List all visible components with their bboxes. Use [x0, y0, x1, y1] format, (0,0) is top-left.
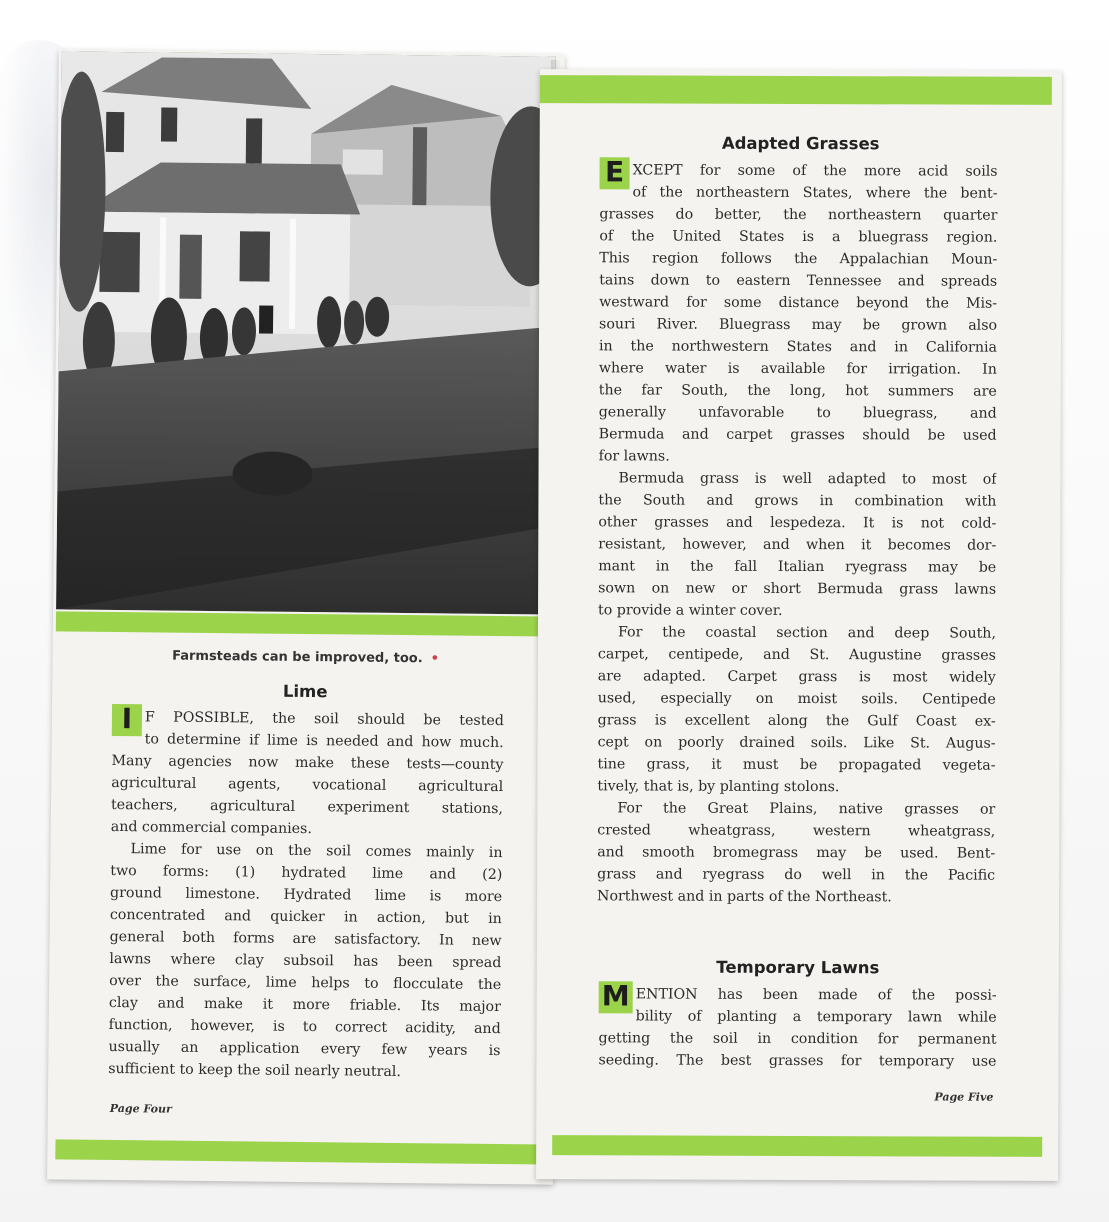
- text-line: westward for some distance beyond the Mis-: [599, 294, 998, 312]
- page-four: [47, 49, 565, 1184]
- text-line: usually an application every few years is: [108, 1038, 501, 1060]
- text-line: sown on new or short Bermuda grass lawns: [598, 580, 997, 598]
- text-line: ground limestone. Hydrated lime is more: [110, 884, 503, 906]
- drop-cap-i: I: [112, 704, 142, 736]
- text-line: grasses do better, the northeastern quarter: [599, 206, 998, 224]
- text-line: Lime for use on the soil comes mainly in: [130, 841, 503, 862]
- caption-dot: •: [430, 651, 440, 667]
- green-footer-bar: [55, 1139, 547, 1164]
- text-line: ENTION has been made of the possi-: [635, 986, 997, 1004]
- photo-caption-text: Farmsteads can be improved, too.: [172, 648, 423, 667]
- adapted-grasses-heading: Adapted Grasses: [721, 133, 880, 154]
- lime-heading: Lime: [282, 681, 328, 702]
- photo-caption: [53, 647, 559, 667]
- text-line: tively, that is, by planting stolons.: [597, 778, 840, 796]
- text-line: grass and ryegrass do well in the Pacific: [597, 866, 996, 884]
- drop-cap-e: E: [600, 157, 630, 189]
- text-line: generally unfavorable to bluegrass, and: [598, 404, 997, 422]
- text-line: in the northwestern States and in California: [598, 338, 997, 356]
- farmstead-photo-illustration: [56, 51, 556, 614]
- text-line: lawns where clay subsoil has been spread: [109, 950, 502, 972]
- text-line: F POSSIBLE, the soil should be tested: [144, 709, 505, 730]
- page-number-five: Page Five: [934, 1090, 994, 1104]
- text-line: of the United States is a bluegrass region.: [599, 228, 998, 246]
- text-line: and smooth bromegrass may be used. Bent-: [597, 844, 996, 862]
- text-line: mant in the fall Italian ryegrass may be: [598, 558, 997, 576]
- text-line: used, especially on moist soils. Centipede: [597, 690, 996, 708]
- farmstead-photo: [56, 51, 556, 614]
- text-line: the far South, the long, hot summers are: [598, 382, 997, 400]
- text-line: to provide a winter cover.: [598, 602, 783, 619]
- text-line: agricultural agents, vocational agricultural: [111, 774, 504, 796]
- text-line: two forms: (1) hydrated lime and (2): [110, 862, 503, 884]
- text-line: to determine if lime is needed and how much.: [144, 731, 504, 752]
- text-line: souri River. Bluegrass may be grown also: [599, 316, 998, 334]
- green-footer-bar: [552, 1135, 1042, 1157]
- drop-cap-m: M: [599, 981, 633, 1013]
- text-line: resistant, however, and when it becomes dor-: [598, 536, 997, 554]
- adapted-grasses-body: [597, 155, 998, 908]
- text-line: For the Great Plains, native grasses or: [617, 800, 996, 818]
- text-line: seeding. The best grasses for temporary use: [598, 1052, 997, 1070]
- text-line: For the coastal section and deep South,: [617, 624, 996, 642]
- text-line: Bermuda and carpet grasses should be used: [598, 426, 997, 444]
- text-line: are adapted. Carpet grass is most widely: [597, 668, 996, 686]
- text-line: function, however, is to correct acidity, and: [108, 1016, 501, 1038]
- text-line: Northwest and in parts of the Northeast.: [597, 888, 892, 906]
- text-line: tains down to eastern Tennessee and spreads: [599, 272, 998, 290]
- text-line: Many agencies now make these tests—county: [111, 752, 504, 774]
- text-line: other grasses and lespedeza. It is not cold-: [598, 514, 997, 532]
- text-line: for lawns.: [598, 448, 670, 465]
- green-header-bar: [540, 75, 1052, 105]
- text-line: the South and grows in combination with: [598, 492, 997, 510]
- text-line: bility of planting a temporary lawn while: [635, 1008, 997, 1026]
- text-line: crested wheatgrass, western wheatgrass,: [597, 822, 996, 840]
- text-line: and commercial companies.: [110, 818, 312, 838]
- text-line: XCEPT for some of the more acid soils: [632, 162, 998, 180]
- text-line: grass is excellent along the Gulf Coast ex-: [597, 712, 996, 730]
- page-number-four: Page Four: [109, 1101, 172, 1116]
- text-line: tine grass, it must be propagated vegeta-: [597, 756, 996, 774]
- text-line: sufficient to keep the soil nearly neutral.: [108, 1060, 401, 1081]
- temporary-lawns-body: [598, 979, 997, 1072]
- lime-body: [108, 702, 505, 1084]
- page-five: [536, 69, 1062, 1181]
- text-line: where water is available for irrigation. In: [598, 360, 997, 378]
- text-line: clay and make it more friable. Its major: [108, 994, 502, 1016]
- text-line: getting the soil in condition for permanent: [598, 1030, 997, 1048]
- text-line: carpet, centipede, and St. Augustine grasses: [597, 646, 996, 664]
- text-line: over the surface, lime helps to flocculate the: [109, 972, 502, 994]
- text-line: concentrated and quicker in action, but in: [109, 906, 502, 928]
- green-divider-bar: [56, 611, 550, 636]
- text-line: of the northeastern States, where the bent-: [632, 184, 998, 202]
- text-line: Bermuda grass is well adapted to most of: [618, 470, 997, 488]
- text-line: cept on poorly drained soils. Like St. Augus-: [597, 734, 996, 752]
- text-line: general both forms are satisfactory. In new: [109, 928, 502, 950]
- text-line: This region follows the Appalachian Moun-: [599, 250, 998, 268]
- text-line: teachers, agricultural experiment stations,: [110, 796, 504, 818]
- temporary-lawns-heading: Temporary Lawns: [716, 957, 880, 978]
